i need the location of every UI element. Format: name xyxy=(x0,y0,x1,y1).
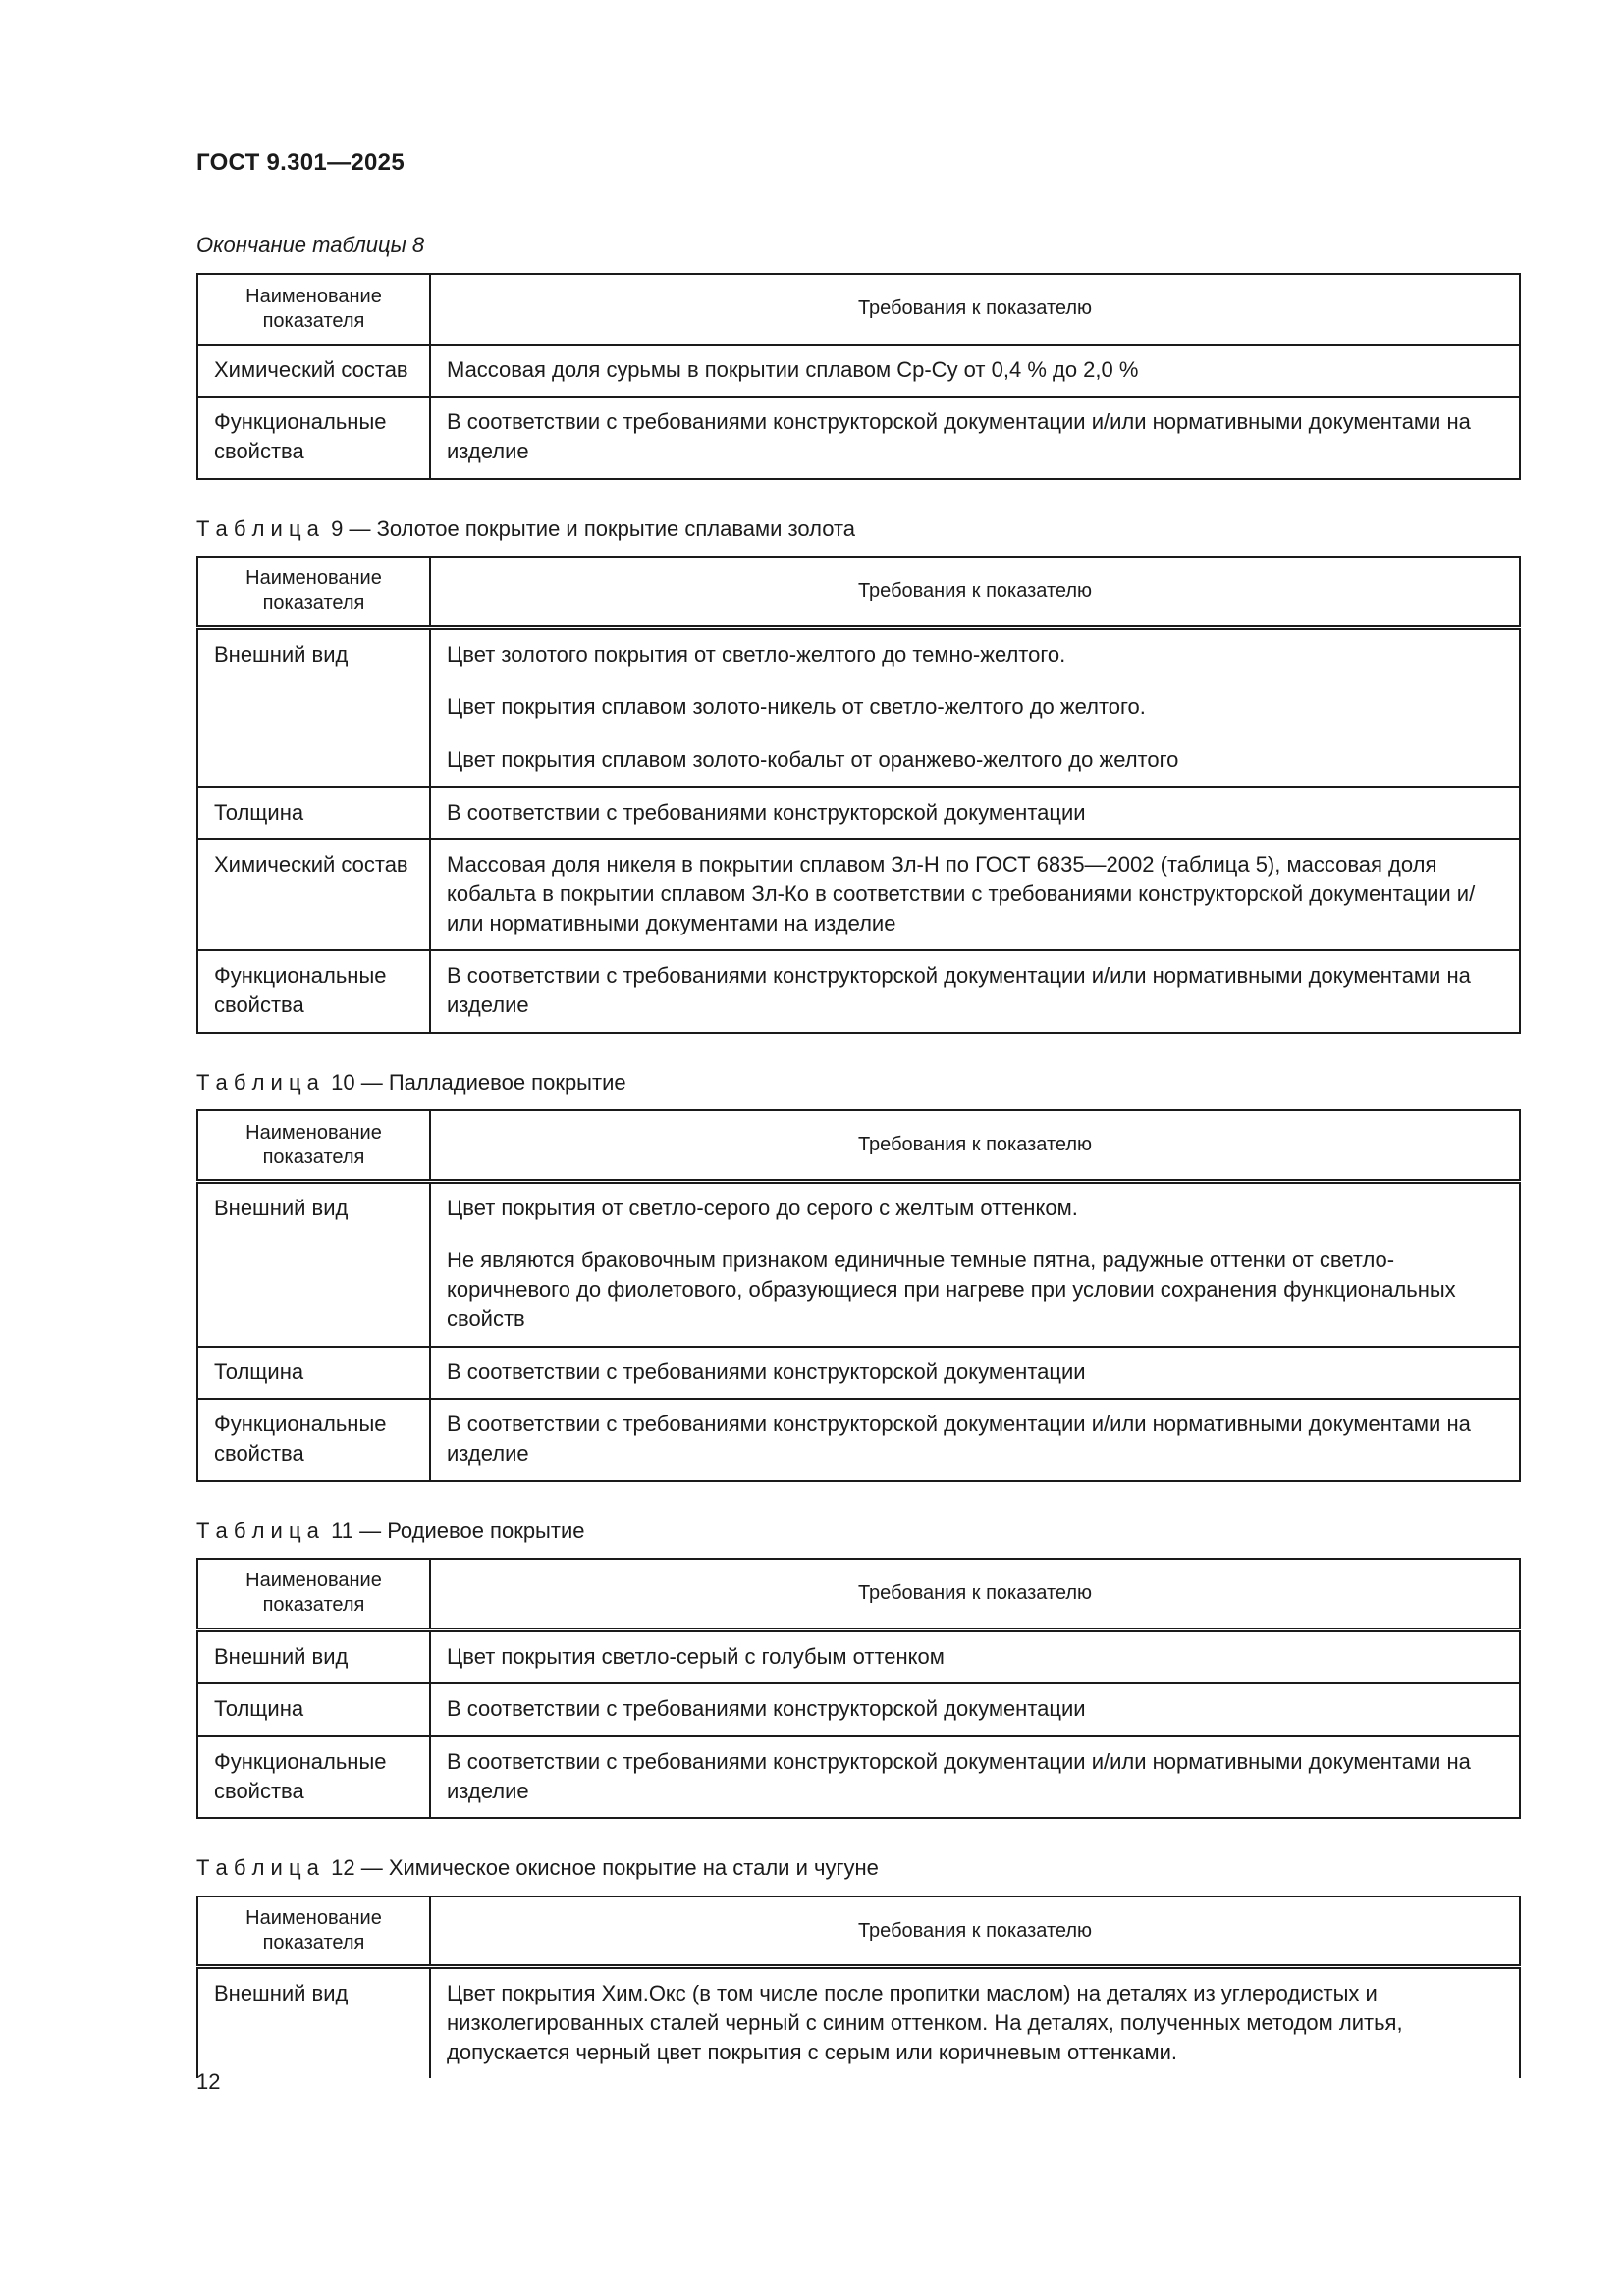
table-row xyxy=(197,950,1520,1032)
table-row xyxy=(197,839,1520,950)
table-11-caption: Т а б л и ц а 11 — Родиевое покрытие xyxy=(196,1518,585,1543)
row-requirement xyxy=(430,1683,1520,1736)
row-label: Внешний вид xyxy=(197,1181,430,1346)
table-header-row xyxy=(197,557,1520,627)
row-label: Химический состав xyxy=(197,839,430,950)
table-9-caption: Т а б л и ц а 9 — Золотое покрытие и покрытие сплавами золота xyxy=(196,515,856,541)
table-8-continuation-caption: Окончание таблицы 8 xyxy=(196,233,425,257)
column-header-name: Наименование показателя xyxy=(197,1110,430,1181)
requirement-paragraph: Цвет покрытия сплавом золото-кобальт от оранжево-желтого до желтого xyxy=(447,746,1179,772)
table-header-row xyxy=(197,274,1520,345)
table-row xyxy=(197,1736,1520,1818)
table-row xyxy=(197,627,1520,787)
row-requirement xyxy=(430,839,1520,950)
row-label: Функциональные свойства xyxy=(197,1399,430,1480)
row-requirement xyxy=(430,1399,1520,1480)
row-requirement xyxy=(430,1736,1520,1818)
requirement-paragraph: Цвет золотого покрытия от светло-желтого до темно-желтого. xyxy=(447,641,1066,667)
row-label: Толщина xyxy=(197,1683,430,1736)
table-11 xyxy=(196,1558,1521,1819)
row-label: Химический состав xyxy=(197,345,430,398)
row-label: Функциональные свойства xyxy=(197,1736,430,1818)
table-row xyxy=(197,1347,1520,1400)
column-header-requirements: Требования к показателю xyxy=(430,557,1520,627)
table-10-caption: Т а б л и ц а 10 — Палладиевое покрытие xyxy=(196,1069,626,1095)
column-header-name: Наименование показателя xyxy=(197,1896,430,1967)
table-header-row xyxy=(197,1559,1520,1629)
table-row xyxy=(197,1399,1520,1480)
requirement-paragraph: В соответствии с требованиями конструкторской документации и/или нормативными документами на изделие xyxy=(447,1748,1471,1803)
row-requirement xyxy=(430,1347,1520,1400)
row-requirement xyxy=(430,950,1520,1032)
row-label: Толщина xyxy=(197,1347,430,1400)
column-header-name: Наименование показателя xyxy=(197,1559,430,1629)
page-number: 12 xyxy=(196,2069,221,2094)
row-label: Внешний вид xyxy=(197,1629,430,1683)
row-requirement xyxy=(430,1967,1520,2079)
requirement-paragraph: Цвет покрытия сплавом золото-никель от светло-желтого до желтого. xyxy=(447,694,1146,720)
row-requirement xyxy=(430,397,1520,478)
row-label: Функциональные свойства xyxy=(197,950,430,1032)
table-header-row xyxy=(197,1110,1520,1181)
requirement-paragraph: В соответствии с требованиями конструкторской документации xyxy=(447,1359,1086,1384)
table-row xyxy=(197,1967,1520,2079)
row-label: Внешний вид xyxy=(197,627,430,787)
column-header-requirements: Требования к показателю xyxy=(430,1559,1520,1629)
requirement-paragraph: Не являются браковочным признаком единичные темные пятна, радужные оттенки от светло-коричневого до фиолетового, образующиеся при нагреве при условии сохранения функциональных свойств xyxy=(447,1248,1456,1331)
table-8-continuation xyxy=(196,273,1521,480)
requirement-paragraph: В соответствии с требованиями конструкторской документации и/или нормативными документами на изделие xyxy=(447,409,1471,463)
column-header-name: Наименование показателя xyxy=(197,274,430,345)
requirement-paragraph: Цвет покрытия от светло-серого до серого с желтым оттенком. xyxy=(447,1195,1078,1220)
row-requirement xyxy=(430,627,1520,787)
doc-header: ГОСТ 9.301—2025 xyxy=(196,149,405,176)
requirement-paragraph: Массовая доля никеля в покрытии сплавом Зл-Н по ГОСТ 6835—2002 (таблица 5), массовая доля кобальта в покрытии сплавом Зл-Ко в соответствии с требованиями конструкторской документации и/или нормативными документами на изделие xyxy=(447,852,1476,935)
table-12 xyxy=(196,1896,1521,2079)
column-header-requirements: Требования к показателю xyxy=(430,1896,1520,1967)
row-requirement xyxy=(430,787,1520,840)
table-row xyxy=(197,787,1520,840)
row-requirement xyxy=(430,345,1520,398)
table-12-caption: Т а б л и ц а 12 — Химическое окисное покрытие на стали и чугуне xyxy=(196,1855,879,1881)
column-header-name: Наименование показателя xyxy=(197,557,430,627)
row-label: Функциональные свойства xyxy=(197,397,430,478)
requirement-paragraph: Цвет покрытия светло-серый с голубым оттенком xyxy=(447,1643,945,1669)
table-9 xyxy=(196,556,1521,1034)
table-row xyxy=(197,397,1520,478)
requirement-paragraph: Массовая доля сурьмы в покрытии сплавом Ср-Су от 0,4 % до 2,0 % xyxy=(447,356,1139,382)
table-row xyxy=(197,1181,1520,1346)
table-row xyxy=(197,1629,1520,1683)
requirement-paragraph: В соответствии с требованиями конструкторской документации и/или нормативными документами на изделие xyxy=(447,963,1471,1018)
column-header-requirements: Требования к показателю xyxy=(430,1110,1520,1181)
row-label: Внешний вид xyxy=(197,1967,430,2079)
table-row xyxy=(197,345,1520,398)
requirement-paragraph: В соответствии с требованиями конструкторской документации xyxy=(447,799,1086,825)
row-label: Толщина xyxy=(197,787,430,840)
row-requirement xyxy=(430,1181,1520,1346)
table-row xyxy=(197,1683,1520,1736)
requirement-paragraph: Цвет покрытия Хим.Окс (в том числе после пропитки маслом) на деталях из углеродистых и низколегированных сталей черный с синим оттенком. На деталях, полученных методом литья, допускается черный цвет покрытия с серым или коричневым оттенками. xyxy=(447,1981,1403,2064)
row-requirement xyxy=(430,1629,1520,1683)
table-header-row xyxy=(197,1896,1520,1967)
column-header-requirements: Требования к показателю xyxy=(430,274,1520,345)
table-10 xyxy=(196,1109,1521,1481)
requirement-paragraph: В соответствии с требованиями конструкторской документации и/или нормативными документами на изделие xyxy=(447,1412,1471,1466)
requirement-paragraph: В соответствии с требованиями конструкторской документации xyxy=(447,1696,1086,1722)
